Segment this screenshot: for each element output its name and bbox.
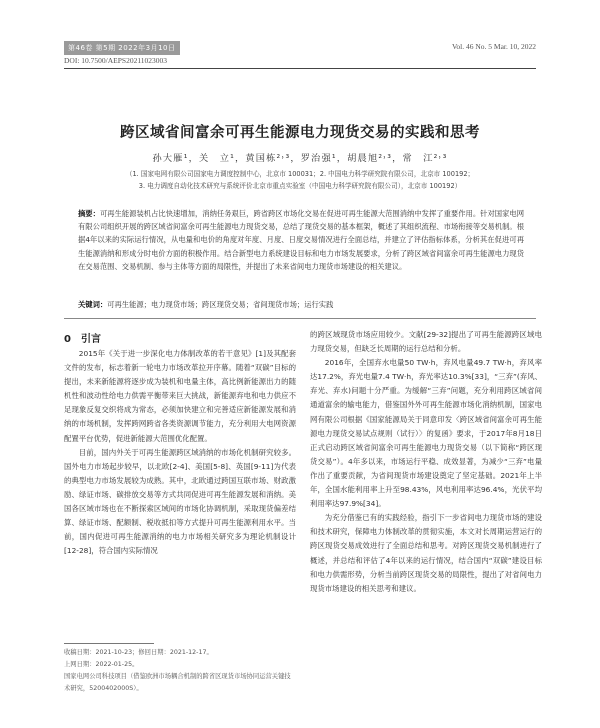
volume-info: Vol. 46 No. 5 Mar. 10, 2022 [451,42,536,51]
abstract-divider [64,318,536,319]
abstract-text: 可再生能源装机占比快速增加，消纳任务艰巨，跨省跨区市场化交易在促进可再生能源大范围消纳中发挥了重要作用。针对国家电网有限公司组织开展的跨区域省间富余可再生能源电力现货交易，总结了现货交易的基本框架，概述了其组织流程、市场衔接等交易机制。根据4年以来的实际运行情况，从电量和电价的角度对年度、月度、日度交易情况进行全面总结，并建立了评估指标体系，分析其在促进可再生能源消纳和形成分时电价方面的积极作用。结合新型电力系统建设目标和电力市场发展要求，分析了跨区域省间富余可再生能源电力现货在交易范围、交易机制、参与主体等方面的局限性，并提出了未来省间电力现货市场建设的相关建议。 [78,209,524,271]
paragraph: 目前，国内外关于可再生能源跨区域消纳的市场化机制研究较多。国外电力市场起步较早，以北欧[2-4]、美国[5-8]、英国[9-11]为代表的典型电力市场发展较为成熟。其中，北欧通过跨国互联市场、财政激励、绿证市场、碳排放交易等方式共同促进可再生能源发展和消纳。美国各区域市场也在不断探索区域间的市场化协调机制，采取现货偏差结算、绿证市场、配额制、税收抵扣等方式提升可再生能源利用水平。当前，国内促进可再生能源消纳的电力市场相关研究多为理论机制设计[12-28]，符合国内实际情况 [64,447,296,556]
right-column [310,328,542,596]
abstract-label: 摘要： [78,209,100,218]
paragraph: 的跨区域现货市场应用较少。文献[29-32]提出了可再生能源跨区域电力现货交易，但缺乏长周期的运行总结和分析。 [310,330,542,354]
footnote-rule [64,643,154,644]
fund-info: 国家电网公司科技项目（借鉴欧洲市场耦合机制的跨省区现货市场协同运营关键技术研究，5200402000S）。 [64,673,291,692]
footnote [64,647,296,695]
received-date: 收稿日期：2021-10-23；修回日期：2021-12-17。 [64,649,213,656]
paragraph: 为充分借鉴已有的实践经验，指引下一步省间电力现货市场的建设和技术研究，保障电力体制改革的贯彻实施，本文对长周期运营运行的跨区现货交易成效进行了全面总结和思考。对跨区现货交易机制进行了概述，并总结和评估了4年以来的运行情况，结合国内“双碳”建设目标和电力供需形势，分析当前跨区现货交易的局限性，提出了对省间电力现货市场建设的相关思考和建议。 [310,513,542,593]
abstract [78,207,524,273]
affiliation-line-1: （1. 国家电网有限公司国家电力调度控制中心，北京市 100031；2. 中国电力科学研究院有限公司，北京市 100192； [125,170,475,178]
keywords-label: 关键词： [78,300,108,309]
header-rule [64,68,536,69]
author-list: 孙大雁¹，关 立¹，黄国栋²˒³，罗治强¹，胡晨旭²˒³，常 江²˒³ [152,153,448,164]
issue-badge: 第46卷 第5期 2022年3月10日 [64,41,180,55]
paragraph: 2015年《关于进一步深化电力体制改革的若干意见》[1]及其配套文件的发布，标志着新一轮电力市场改革拉开序幕。随着“双碳”目标的提出，未来新能源将逐步成为装机和电量主体，高比例新能源出力的随机性和波动性给电力供需平衡带来巨大挑战，新能源弃电和电力供应不足现象反复交织将成为常态，必须加快建立和完善适应新能源发展和消纳的市场机制，发挥跨网跨省各类资源调节能力，充分利用大电网资源配置平台优势，促进新能源大范围优化配置。 [64,349,296,443]
online-date: 上网日期：2022-01-25。 [64,661,139,668]
paper-title: 跨区域省间富余可再生能源电力现货交易的实践和思考 [120,125,480,141]
section-heading: 0 引言 [64,334,101,345]
keywords-text: 可再生能源；电力现货市场；跨区现货交易；省间现货市场；运行实践 [107,300,334,309]
paragraph: 2016年，全国弃水电量50 TW·h，弃风电量49.7 TW·h，弃风率达17.2%，弃光电量7.4 TW·h，弃光率达10.3%[33]，“三弃”(弃风、弃光、弃水)问题十分严重。为缓解“三弃”问题，充分利用跨区域省间通道富余的输电能力，借鉴国外外可再生能源市场化消纳机制，国家电网有限公司根据《国家能源局关于同意印发〈跨区域省间富余可再生能源电力现货交易试点规则（试行）〉的复函》要求，于2017年8月18日正式启动跨区域省间富余可再生能源电力现货交易（以下简称“跨区现货交易”）。4年多以来，市场运行平稳、成效显著，为减少“三弃”电量作出了重要贡献，为省间现货市场建设奠定了坚定基础。2021年上半年，全国水能利用率上升至98.43%，风电利用率达96.4%，光伏平均利用率达97.9%[34]。 [310,358,542,509]
doi: DOI: 10.7500/AEPS20211023003 [64,56,168,65]
keywords [78,300,524,310]
left-column [64,347,296,558]
affiliation-line-2: 3. 电力调度自动化技术研究与系统评价北京市重点实验室（中国电力科学研究院有限公司），北京市 100192） [138,182,462,190]
